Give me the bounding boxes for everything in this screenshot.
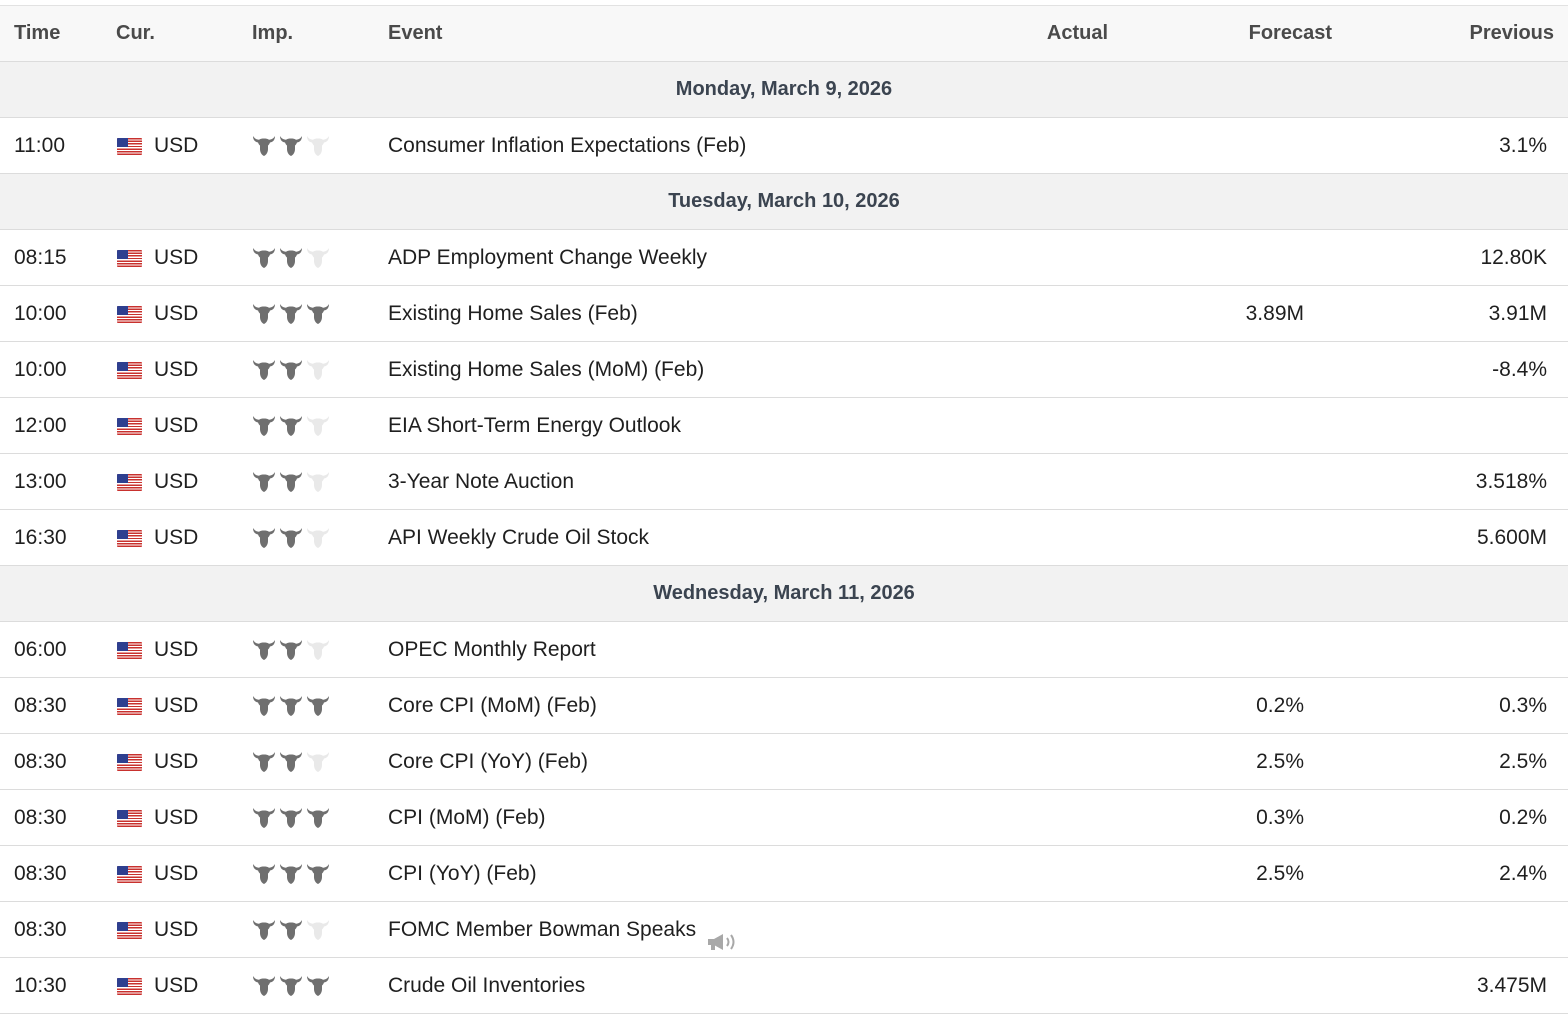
bull-icon [306, 303, 330, 325]
event-currency: USD [154, 694, 199, 717]
event-currency: USD [154, 918, 199, 941]
us-flag-icon [117, 250, 142, 267]
event-name-cell[interactable] [388, 622, 596, 677]
importance-rating [252, 863, 332, 885]
bull-icon [252, 135, 276, 157]
us-flag-icon [117, 866, 142, 883]
economic-calendar-table [0, 5, 1568, 1014]
header-time[interactable]: Time [14, 22, 61, 44]
event-name-cell[interactable] [388, 790, 546, 845]
event-name-cell[interactable] [388, 678, 597, 733]
importance-rating [252, 751, 332, 773]
event-row[interactable] [0, 286, 1568, 342]
event-previous: 3.475M [1476, 974, 1547, 997]
importance-rating [252, 471, 332, 493]
event-time: 08:30 [14, 694, 67, 717]
bull-icon [279, 247, 303, 269]
event-currency: USD [154, 862, 199, 885]
event-name[interactable]: API Weekly Crude Oil Stock [388, 526, 650, 549]
day-separator-row [0, 62, 1568, 118]
header-actual[interactable]: Actual [1046, 22, 1108, 44]
bull-icon [306, 695, 330, 717]
bull-icon [306, 863, 330, 885]
bull-icon [306, 807, 330, 829]
us-flag-icon [117, 978, 142, 995]
bull-icon [279, 863, 303, 885]
event-currency: USD [154, 638, 199, 661]
us-flag-icon [117, 698, 142, 715]
importance-rating [252, 415, 332, 437]
importance-rating [252, 359, 332, 381]
event-time: 13:00 [14, 470, 67, 493]
importance-rating [252, 135, 332, 157]
us-flag-icon [117, 754, 142, 771]
event-name-cell[interactable] [388, 734, 588, 789]
bull-icon [252, 975, 276, 997]
bull-icon [252, 863, 276, 885]
event-name[interactable]: ADP Employment Change Weekly [388, 246, 708, 269]
event-time: 11:00 [14, 134, 65, 157]
event-name[interactable]: FOMC Member Bowman Speaks [388, 918, 697, 941]
event-name[interactable]: CPI (YoY) (Feb) [388, 862, 537, 885]
importance-rating [252, 247, 332, 269]
event-name[interactable]: Core CPI (YoY) (Feb) [388, 750, 588, 773]
event-row[interactable] [0, 734, 1568, 790]
event-name[interactable]: Crude Oil Inventories [388, 974, 586, 997]
event-name-cell[interactable] [388, 286, 638, 341]
bull-icon [279, 639, 303, 661]
event-row[interactable] [0, 622, 1568, 678]
bull-icon [306, 527, 330, 549]
us-flag-icon [117, 418, 142, 435]
event-currency: USD [154, 806, 199, 829]
importance-rating [252, 639, 332, 661]
bull-icon [306, 919, 330, 941]
day-label: Wednesday, March 11, 2026 [653, 582, 915, 604]
bull-icon [279, 303, 303, 325]
event-previous: -8.4% [1492, 358, 1547, 381]
bull-icon [306, 415, 330, 437]
event-previous: 0.2% [1499, 806, 1547, 829]
importance-rating [252, 975, 332, 997]
day-label: Tuesday, March 10, 2026 [668, 190, 900, 212]
bull-icon [279, 919, 303, 941]
event-previous: 5.600M [1476, 526, 1547, 549]
day-label: Monday, March 9, 2026 [675, 78, 893, 100]
event-name-cell[interactable] [388, 958, 585, 1013]
header-forecast[interactable]: Forecast [1248, 22, 1332, 44]
event-currency: USD [154, 974, 199, 997]
bull-icon [252, 247, 276, 269]
event-row[interactable] [0, 118, 1568, 174]
us-flag-icon [117, 362, 142, 379]
event-name-cell[interactable] [388, 902, 738, 957]
event-forecast: 2.5% [1256, 862, 1304, 885]
importance-rating [252, 303, 332, 325]
event-name-cell[interactable] [388, 454, 574, 509]
bull-icon [252, 919, 276, 941]
event-currency: USD [154, 246, 199, 269]
event-currency: USD [154, 414, 199, 437]
event-time: 08:30 [14, 862, 67, 885]
bull-icon [252, 359, 276, 381]
us-flag-icon [117, 138, 142, 155]
event-time: 10:00 [14, 302, 67, 325]
event-previous: 3.91M [1488, 302, 1547, 325]
event-forecast: 0.2% [1256, 694, 1304, 717]
importance-rating [252, 807, 332, 829]
event-name[interactable]: Existing Home Sales (MoM) (Feb) [388, 358, 705, 381]
event-name-cell[interactable] [388, 846, 537, 901]
event-currency: USD [154, 470, 199, 493]
bull-icon [306, 751, 330, 773]
event-forecast: 3.89M [1245, 302, 1304, 325]
bull-icon [306, 975, 330, 997]
bull-icon [279, 807, 303, 829]
bull-icon [252, 695, 276, 717]
event-previous: 0.3% [1499, 694, 1547, 717]
bull-icon [306, 247, 330, 269]
bull-icon [252, 415, 276, 437]
event-name-cell[interactable] [388, 230, 707, 285]
event-currency: USD [154, 302, 199, 325]
table-body [0, 62, 1568, 1014]
speaker-icon [706, 918, 738, 938]
header-currency[interactable]: Cur. [116, 22, 155, 44]
importance-rating [252, 919, 332, 941]
bull-icon [279, 975, 303, 997]
bull-icon [279, 527, 303, 549]
table-header [0, 6, 1568, 62]
us-flag-icon [117, 922, 142, 939]
bull-icon [279, 415, 303, 437]
event-previous: 2.4% [1499, 862, 1547, 885]
event-name[interactable]: 3-Year Note Auction [388, 470, 575, 493]
us-flag-icon [117, 306, 142, 323]
event-name[interactable]: OPEC Monthly Report [388, 638, 596, 661]
event-name-cell[interactable] [388, 118, 746, 173]
bull-icon [279, 135, 303, 157]
event-name[interactable]: EIA Short-Term Energy Outlook [388, 414, 681, 437]
event-row[interactable] [0, 846, 1568, 902]
event-time: 10:00 [14, 358, 67, 381]
importance-rating [252, 527, 332, 549]
event-currency: USD [154, 134, 199, 157]
event-row[interactable] [0, 958, 1568, 1014]
event-name[interactable]: CPI (MoM) (Feb) [388, 806, 546, 829]
event-previous: 3.1% [1499, 134, 1547, 157]
bull-icon [252, 527, 276, 549]
day-separator-row [0, 174, 1568, 230]
bull-icon [279, 751, 303, 773]
event-time: 08:30 [14, 918, 67, 941]
bull-icon [252, 807, 276, 829]
event-time: 12:00 [14, 414, 67, 437]
event-currency: USD [154, 526, 199, 549]
event-time: 16:30 [14, 526, 67, 549]
event-forecast: 2.5% [1256, 750, 1304, 773]
bull-icon [252, 639, 276, 661]
day-separator-row [0, 566, 1568, 622]
header-event[interactable]: Event [388, 22, 443, 44]
event-name-cell[interactable] [388, 398, 681, 453]
event-row[interactable] [0, 510, 1568, 566]
event-row[interactable] [0, 902, 1568, 958]
event-time: 08:30 [14, 806, 67, 829]
event-previous: 3.518% [1475, 470, 1547, 493]
bull-icon [279, 695, 303, 717]
us-flag-icon [117, 810, 142, 827]
us-flag-icon [117, 530, 142, 547]
event-time: 10:30 [14, 974, 67, 997]
event-row[interactable] [0, 790, 1568, 846]
bull-icon [306, 359, 330, 381]
bull-icon [306, 639, 330, 661]
event-currency: USD [154, 750, 199, 773]
event-currency: USD [154, 358, 199, 381]
header-previous[interactable]: Previous [1469, 22, 1554, 44]
event-time: 08:30 [14, 750, 67, 773]
bull-icon [252, 751, 276, 773]
header-importance[interactable]: Imp. [252, 22, 294, 44]
importance-rating [252, 695, 332, 717]
us-flag-icon [117, 642, 142, 659]
event-time: 08:15 [14, 246, 67, 269]
event-name[interactable]: Existing Home Sales (Feb) [388, 302, 638, 325]
event-name[interactable]: Core CPI (MoM) (Feb) [388, 694, 597, 717]
event-name-cell[interactable] [388, 510, 649, 565]
event-row[interactable] [0, 678, 1568, 734]
event-row[interactable] [0, 342, 1568, 398]
bull-icon [252, 471, 276, 493]
bull-icon [252, 303, 276, 325]
bull-icon [306, 135, 330, 157]
event-time: 06:00 [14, 638, 67, 661]
event-name-cell[interactable] [388, 342, 704, 397]
us-flag-icon [117, 474, 142, 491]
event-row[interactable] [0, 230, 1568, 286]
event-name[interactable]: Consumer Inflation Expectations (Feb) [388, 134, 747, 157]
bull-icon [279, 471, 303, 493]
bull-icon [306, 471, 330, 493]
bull-icon [279, 359, 303, 381]
event-previous: 12.80K [1480, 246, 1547, 269]
event-forecast: 0.3% [1256, 806, 1304, 829]
event-row[interactable] [0, 454, 1568, 510]
event-previous: 2.5% [1499, 750, 1547, 773]
event-row[interactable] [0, 398, 1568, 454]
